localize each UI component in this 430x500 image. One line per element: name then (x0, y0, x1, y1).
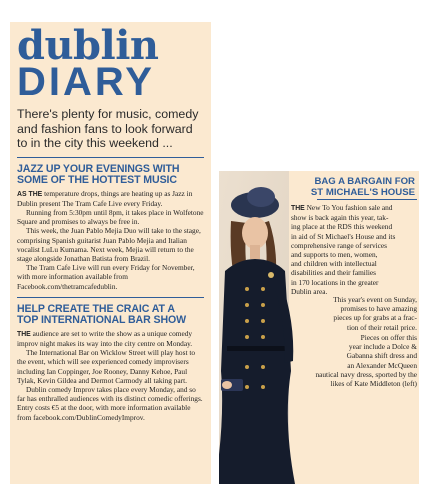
bargain-text-block-2 (305, 295, 417, 332)
bargain-line: Pieces on offer this (360, 333, 417, 342)
bargain-line: tion of their retail price. (347, 322, 417, 332)
bargain-line (291, 203, 417, 213)
bargain-heading (285, 177, 415, 198)
craic-heading-line2: TOP INTERNATIONAL BAR SHOW (17, 314, 187, 327)
jazz-paragraph-3: This week, the Juan Pablo Mejia Duo will take to the stage, comprising Spanish guitarist Juan Pablo Mejia and Italian vocalist LuLu Kumama. Next week, Mejia will return to the stage alongside Jonathan Batista from Brazil. (17, 226, 201, 263)
intro-standfirst: There's plenty for music, comedy and fashion fans to look forward to in the city this weekend ... (17, 107, 199, 150)
bargain-line: show is back again this year, tak- (291, 213, 389, 223)
bargain-line: year include a Dolce & (348, 342, 417, 352)
bargain-line: and supports to men, women, (291, 250, 378, 260)
divider-bargain (317, 199, 417, 200)
craic-heading (17, 304, 204, 327)
bargain-line: likes of Kate Middleton (left) (330, 379, 417, 389)
bargain-line: in aid of St Michael's House and its (291, 231, 396, 241)
bargain-text-block-3 (299, 333, 417, 370)
masthead-dublin: dublin (17, 22, 159, 69)
bargain-line: an Alexander McQueen (347, 360, 417, 370)
jazz-paragraph-2: Running from 5:30pm until 8pm, it takes place in Wolfetone Square and promises to always be free in. (17, 207, 204, 227)
bargain-heading-line2: ST MICHAEL'S HOUSE (310, 186, 415, 198)
jazz-heading-line2: SOME OF THE HOTTEST MUSIC (17, 174, 177, 186)
bargain-line: nautical navy dress, sported by the (315, 370, 417, 379)
bargain-line-text: New To You fashion sale and (304, 203, 393, 212)
masthead-diary: DIARY (17, 60, 155, 104)
craic-paragraph-2: The International Bar on Wicklow Street will play host to the event, which will see experienced comedy improvisers including Ian Coppinger, Joe Rooney, Danny Kehoe, Paul Tylak, Kevin Gildea and Dermot Carmody all taking part. (17, 348, 196, 385)
bargain-line: This year's event on Sunday, (333, 295, 417, 304)
bargain-line: ing place at the RDS this weekend (291, 222, 393, 232)
jazz-paragraph-1 (17, 189, 204, 208)
bargain-line: pieces up for grabs at a frac- (333, 313, 417, 323)
bargain-line: comprehensive range of services (291, 240, 388, 250)
jazz-lead: AS THE (17, 190, 43, 198)
jazz-article (17, 189, 204, 291)
bargain-line: Dublin area. (291, 286, 328, 296)
divider-craic (17, 297, 204, 298)
bargain-line: disabilities and their families (291, 268, 377, 278)
bargain-text-block-4 (285, 370, 417, 388)
bargain-heading-line1: BAG A BARGAIN FOR (314, 176, 415, 187)
jazz-paragraph-4: The Tram Cafe Live will run every Friday for November, with more information available from Facebook.com/thetramcafedublin. (17, 263, 195, 291)
bargain-line: and children with intellectual (291, 259, 377, 269)
bargain-line: Gabanna shift dress and (346, 351, 417, 361)
divider-jazz (17, 157, 204, 158)
bargain-line: promises to have amazing (340, 304, 417, 314)
bargain-lead: THE (291, 205, 305, 212)
dublin-diary-column (10, 22, 211, 484)
bargain-column (219, 171, 419, 484)
craic-heading-line1: HELP CREATE THE CRAIC AT A (17, 302, 175, 315)
bargain-text-block-1 (291, 203, 417, 296)
craic-p1-text: audience are set to write the show as a unique comedy improv night makes its way into the city centre on Monday. (17, 328, 193, 348)
craic-paragraph-3: Dublin comedy Improv takes place every Monday, and so far has enthralled audiences with its distinct comedic offerings. Entry costs €5 at the door, with more information available from facebook.com/DublinComedyImprov. (17, 384, 203, 422)
craic-lead: THE (17, 330, 31, 338)
jazz-p1-text: temperature drops, things are heating up as Jazz in Dublin present The Tram Cafe Live every Friday. (17, 188, 193, 208)
bargain-line: in 170 locations in the greater (291, 277, 379, 287)
jazz-heading-line1: JAZZ UP YOUR EVENINGS WITH (17, 162, 180, 175)
jazz-heading (17, 164, 204, 187)
craic-article (17, 329, 204, 422)
craic-paragraph-1 (17, 329, 204, 348)
